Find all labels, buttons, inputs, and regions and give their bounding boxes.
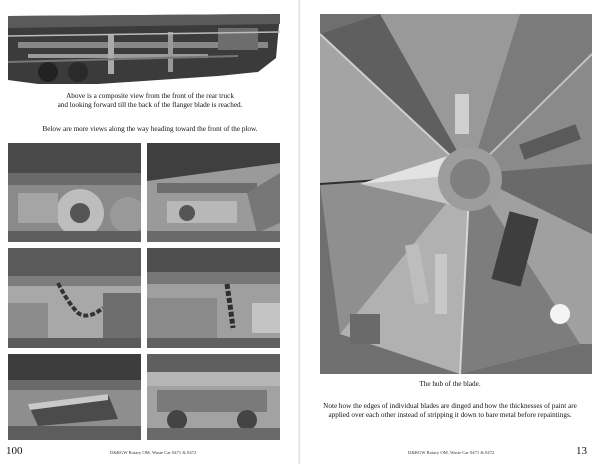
truck-wheel-photo: [8, 143, 141, 242]
composite-caption-line-2: and looking forward till the back of the flanger blade is reached.: [57, 101, 243, 109]
hub-caption-title: The hub of the blade.: [419, 380, 481, 388]
hub-caption-line-2: applied over each other instead of stripping it down to bare metal before repaintings.: [328, 411, 572, 419]
footer-left: D&RGW Rotary OM, Waste Car 0471 & 0472: [110, 450, 197, 455]
footer-right: D&RGW Rotary OM, Waste Car 0471 & 0472: [408, 450, 495, 455]
chain-right-photo: [147, 248, 280, 348]
page-number-right: 13: [576, 445, 587, 457]
composite-undercarriage-photo: [8, 14, 280, 84]
more-views-caption: Below are more views along the way heading toward the front of the plow.: [42, 125, 258, 133]
right-page: [300, 0, 600, 464]
frame-side-photo: [147, 354, 280, 440]
chain-left-photo: [8, 248, 141, 348]
page-number-left: 100: [6, 445, 23, 457]
flanger-blade-photo: [8, 354, 141, 440]
hub-caption-note: [300, 402, 600, 420]
blade-hub-photo: [320, 14, 592, 374]
coupler-area-photo: [147, 143, 280, 242]
hub-caption-line-1: Note how the edges of individual blades are dinged and how the thicknesses of paint are: [323, 402, 577, 410]
composite-caption-line-1: Above is a composite view from the front of the rear truck: [66, 92, 234, 100]
composite-caption: [0, 92, 300, 110]
